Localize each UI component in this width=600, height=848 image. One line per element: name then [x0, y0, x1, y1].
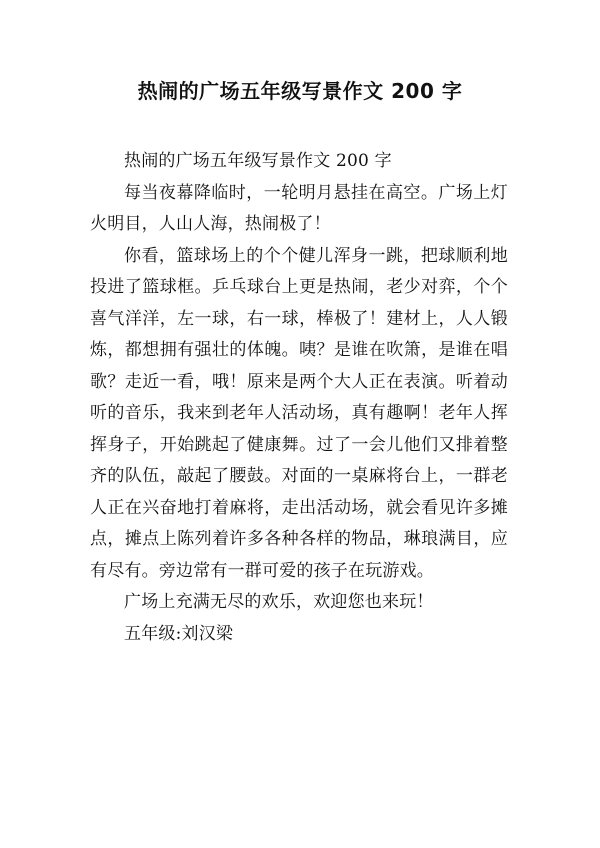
paragraph-conclusion: 广场上充满无尽的欢乐，欢迎您也来玩！ — [124, 592, 434, 612]
document-body — [90, 146, 508, 650]
author-signature: 五年级:刘汉梁 — [124, 623, 234, 644]
paragraph-subtitle: 热闹的广场五年级写景作文 200 字 — [124, 151, 392, 171]
paragraph-main: 你看，篮球场上的个个健儿浑身一跳，把球顺利地投进了篮球框。乒乓球台上更是热闹，老少对弈，个个喜气洋洋，左一球，右一球，棒极了！建材上，人人锻炼，都想拥有强壮的体魄。咦？是谁在吹箫，是谁在唱歌？走近一看，哦！原来是两个大人正在表演。听着动听的音乐，我来到老年人活动场，真有趣啊！老年人挥挥身子，开始跳起了健康舞。过了一会儿他们又排着整齐的队伍，敲起了腰鼓。对面的一桌麻将台上，一群老人正在兴奋地打着麻将，走出活动场，就会看见许多摊点，摊点上陈列着许多各种各样的物品，琳琅满目，应有尽有。旁边常有一群可爱的孩子在玩游戏。 — [90, 245, 508, 581]
paragraph-intro: 每当夜幕降临时，一轮明月悬挂在高空。广场上灯火明目，人山人海，热闹极了！ — [90, 182, 508, 234]
document-title: 热闹的广场五年级写景作文 200 字 — [137, 79, 463, 103]
